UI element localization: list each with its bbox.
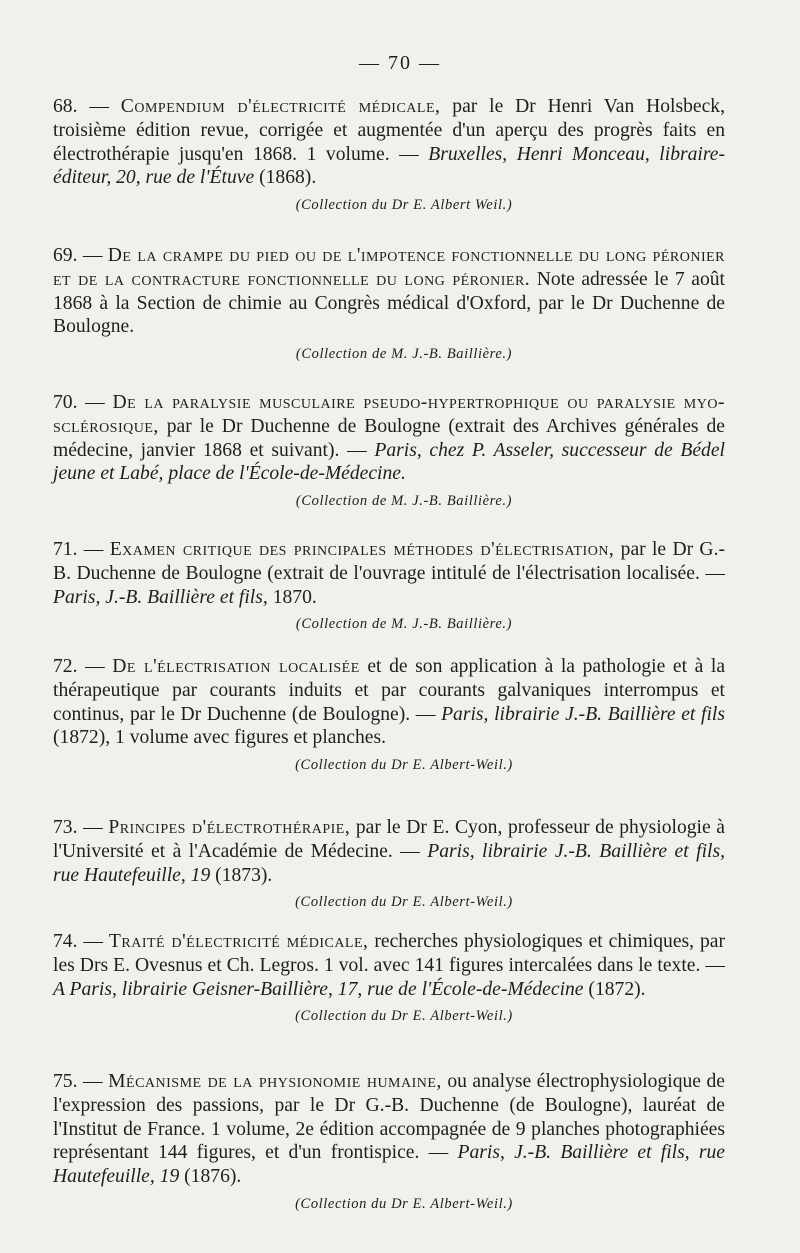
entry-text — [53, 816, 725, 887]
entry-text — [53, 655, 725, 750]
entry-publisher: Paris, J.-B. Baillière et fils, rue Hautefeuille, 19 — [53, 1142, 725, 1188]
collection-note: (Collection du Dr E. Albert-Weil.) — [295, 757, 513, 774]
entry-number: 68. — — [53, 96, 109, 117]
entry-text — [53, 95, 725, 190]
collection-note: (Collection du Dr E. Albert Weil.) — [295, 197, 513, 214]
collection-note: (Collection du Dr E. Albert-Weil.) — [295, 1008, 513, 1025]
entry-body: par le Dr E. Cyon, professeur de physiologie à l'Université et à l'Académie de Médecine. — — [53, 817, 725, 862]
entry-title: Principes d'électrothérapie, — [108, 817, 351, 838]
collection-note: (Collection de M. J.-B. Baillière.) — [295, 493, 513, 510]
collection-note: (Collection du Dr E. Albert-Weil.) — [295, 1195, 513, 1212]
entry-body: par le Dr Henri Van Holsbeck, troisième édition revue, corrigée et augmentée d'un aperçu des progrès faits en électrothérapie jusqu'en 1868. 1 volume. — — [53, 96, 725, 165]
entry-body: recherches physiologiques et chimiques, par les Drs E. Ovesnus et Ch. Legros. 1 vol. avec 141 figures intercalées dans le texte. — — [53, 931, 726, 976]
entry-number: 72. — — [53, 656, 105, 677]
entry-title: De l'électrisation localisée — [112, 656, 360, 677]
bibliography-entry-74 — [53, 930, 725, 1029]
entry-number: 73. — — [53, 817, 103, 838]
entry-tail: (1872). — [588, 978, 646, 1000]
collection-note: (Collection de M. J.-B. Baillière.) — [295, 616, 513, 633]
entry-title: Compendium d'électricité médicale, — [120, 96, 441, 117]
entry-title: Mécanisme de la physionomie humaine, — [108, 1071, 442, 1092]
bibliography-entry-70 — [53, 391, 725, 514]
entry-tail: (1872), 1 volume avec figures et planches. — [53, 727, 386, 749]
entry-publisher: Bruxelles, Henri Monceau, libraire-éditeur, 20, rue de l'Étuve — [53, 143, 725, 189]
bibliography-entry-73 — [53, 816, 725, 915]
entry-body: Note adressée le 7 août 1868 à la Section de chimie au Congrès médical d'Oxford, par le Dr Duchenne de Boulogne. — [53, 268, 725, 338]
page-number: — 70 — — [359, 52, 441, 74]
entry-number: 75. — — [53, 1071, 103, 1092]
entry-title: De la crampe du pied ou de l'impotence fonctionnelle du long péronier et de la contracture fonctionnelle du long péronier. — [53, 245, 726, 290]
entry-title: De la paralysie musculaire pseudo-hypertrophique ou paralysie myo-sclérosique, — [53, 392, 725, 437]
entry-publisher: Paris, librairie J.-B. Baillière et fils — [441, 703, 725, 725]
bibliography-entry-72 — [53, 655, 725, 778]
bibliography-entry-68 — [53, 95, 725, 218]
entry-tail: (1876). — [184, 1166, 242, 1188]
bibliography-entry-69 — [53, 244, 725, 367]
entry-body: par le Dr Duchenne de Boulogne (extrait des Archives générales de médecine, janvier 1868 et suivant). — — [53, 415, 725, 461]
entry-tail: (1873). — [215, 864, 273, 886]
entry-text — [53, 538, 725, 609]
entry-body: par le Dr G.-B. Duchenne de Boulogne (extrait de l'ouvrage intitulé de l'électrisation localisée. — — [53, 539, 725, 584]
collection-note: (Collection du Dr E. Albert-Weil.) — [295, 894, 513, 911]
entry-body: ou analyse électrophysiologique de l'expression des passions, par le Dr G.-B. Duchenne (de Boulogne), lauréat de l'Institut de France. 1 volume, 2e édition accompagnée de 9 planches photographiées représentant 144 figures, et d'un frontispice. — — [53, 1071, 725, 1164]
entry-text — [53, 391, 725, 486]
entry-title: Traité d'électricité médicale, — [108, 931, 369, 952]
entry-publisher: Paris, chez P. Asseler, successeur de Bédel jeune et Labé, place de l'École-de-Médecine. — [53, 439, 725, 485]
collection-note: (Collection de M. J.-B. Baillière.) — [295, 346, 513, 363]
entry-body: et de son application à la pathologie et à la thérapeutique par courants induits et par courants galvaniques interrompus et continus, par le Dr Duchenne (de Boulogne). — — [53, 656, 726, 725]
bibliography-entry-75 — [53, 1070, 725, 1217]
entry-number: 69. — — [53, 245, 103, 266]
entry-text — [53, 1070, 725, 1189]
entry-tail: (1868). — [259, 167, 317, 189]
entry-tail: 1870. — [272, 586, 317, 608]
bibliography-entry-71 — [53, 538, 725, 637]
entry-publisher: A Paris, librairie Geisner-Baillière, 17, rue de l'École-de-Médecine — [53, 978, 584, 1000]
entry-publisher: Paris, librairie J.-B. Baillière et fils, rue Hautefeuille, 19 — [53, 840, 725, 886]
entry-number: 74. — — [53, 931, 103, 952]
entry-text — [53, 244, 725, 339]
entry-publisher: Paris, J.-B. Baillière et fils, — [53, 586, 268, 608]
entry-text — [53, 930, 725, 1001]
entry-title: Examen critique des principales méthodes d'électrisation, — [109, 539, 615, 560]
entry-number: 71. — — [53, 539, 104, 560]
entry-number: 70. — — [53, 392, 105, 413]
